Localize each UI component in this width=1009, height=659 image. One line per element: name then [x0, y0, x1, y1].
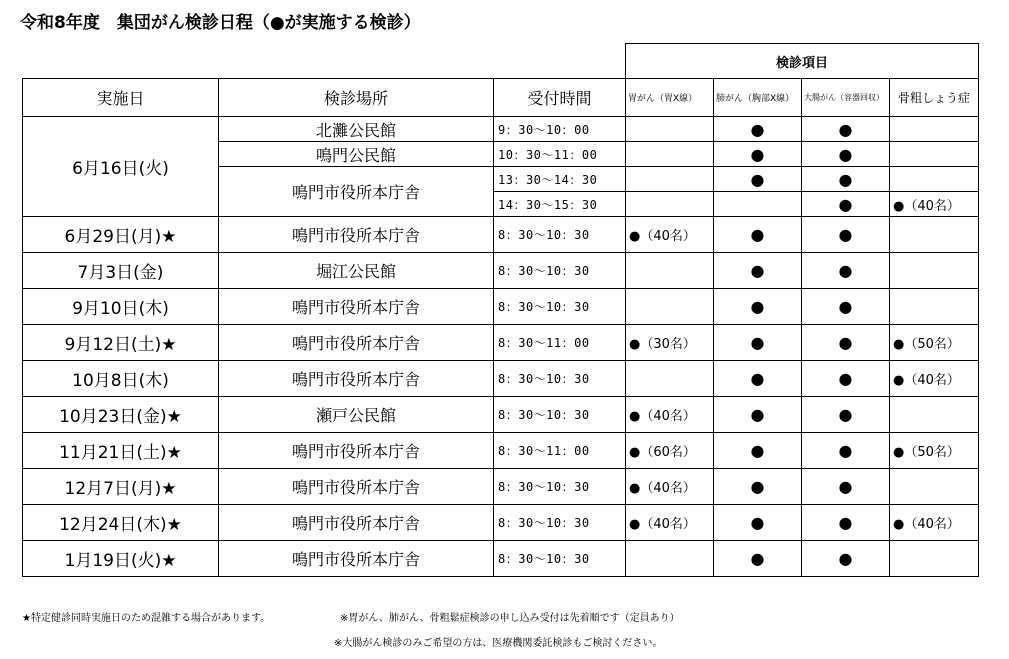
- stomach-cell: [626, 142, 714, 167]
- table-row: [23, 289, 979, 325]
- location-cell: 鳴門市役所本庁舎: [219, 289, 494, 325]
- colon-cell: ●: [802, 433, 890, 469]
- lung-cell: ●: [714, 469, 802, 505]
- colon-cell: ●: [802, 397, 890, 433]
- stomach-cell: [626, 361, 714, 397]
- location-cell: 鳴門市役所本庁舎: [219, 541, 494, 577]
- lung-cell: ●: [714, 433, 802, 469]
- date-cell: 10月8日(木): [23, 361, 219, 397]
- date-cell: 9月10日(木): [23, 289, 219, 325]
- table-row: [23, 217, 979, 253]
- time-cell: 8：30～10：30: [494, 289, 626, 325]
- stomach-cell: ●（30名）: [626, 325, 714, 361]
- table-row: [23, 505, 979, 541]
- stomach-cell: ●（40名）: [626, 397, 714, 433]
- lung-cell: ●: [714, 167, 802, 192]
- colon-cell: ●: [802, 192, 890, 217]
- stomach-cell: ●（60名）: [626, 433, 714, 469]
- table-row: [23, 541, 979, 577]
- header-colon: 大腸がん（容器回収）: [802, 79, 890, 117]
- time-cell: 8：30～10：30: [494, 505, 626, 541]
- time-cell: 8：30～10：30: [494, 217, 626, 253]
- stomach-cell: ●（40名）: [626, 217, 714, 253]
- group-header-row: [23, 44, 979, 79]
- time-cell: 8：30～10：30: [494, 469, 626, 505]
- bone-cell: ●（40名）: [890, 192, 979, 217]
- table-row: [23, 253, 979, 289]
- colon-cell: ●: [802, 505, 890, 541]
- time-cell: 13：30～14：30: [494, 167, 626, 192]
- time-cell: 8：30～10：30: [494, 397, 626, 433]
- stomach-cell: [626, 289, 714, 325]
- header-time: 受付時間: [494, 79, 626, 117]
- location-cell: 鳴門市役所本庁舎: [219, 433, 494, 469]
- location-cell: 瀬戸公民館: [219, 397, 494, 433]
- location-cell: 堀江公民館: [219, 253, 494, 289]
- footnote-colon-only: ※大腸がん検診のみご希望の方は、医療機関委託検診もご検討ください。: [334, 638, 663, 649]
- colon-cell: ●: [802, 167, 890, 192]
- stomach-cell: ●（40名）: [626, 469, 714, 505]
- location-cell: 北灘公民館: [219, 117, 494, 142]
- location-cell: 鳴門市役所本庁舎: [219, 325, 494, 361]
- colon-cell: ●: [802, 217, 890, 253]
- header-date: 実施日: [23, 79, 219, 117]
- lung-cell: [714, 192, 802, 217]
- lung-cell: ●: [714, 117, 802, 142]
- date-cell: 12月7日(月)★: [23, 469, 219, 505]
- stomach-cell: [626, 167, 714, 192]
- location-cell: 鳴門公民館: [219, 142, 494, 167]
- date-cell: 1月19日(火)★: [23, 541, 219, 577]
- stomach-cell: ●（40名）: [626, 505, 714, 541]
- bone-cell: ●（50名）: [890, 325, 979, 361]
- colon-cell: ●: [802, 541, 890, 577]
- date-cell: 6月29日(月)★: [23, 217, 219, 253]
- time-cell: 8：30～11：00: [494, 433, 626, 469]
- stomach-cell: [626, 117, 714, 142]
- date-cell: 10月23日(金)★: [23, 397, 219, 433]
- lung-cell: ●: [714, 217, 802, 253]
- lung-cell: ●: [714, 505, 802, 541]
- bone-cell: [890, 167, 979, 192]
- bone-cell: [890, 289, 979, 325]
- bone-cell: [890, 142, 979, 167]
- date-cell: 11月21日(土)★: [23, 433, 219, 469]
- bone-cell: [890, 217, 979, 253]
- time-cell: 8：30～11：00: [494, 325, 626, 361]
- location-cell: 鳴門市役所本庁舎: [219, 361, 494, 397]
- page-title: 令和8年度 集団がん検診日程（●が実施する検診）: [20, 13, 421, 33]
- table-row: [23, 397, 979, 433]
- header-bone: 骨粗しょう症: [890, 79, 979, 117]
- schedule-table: [22, 43, 979, 577]
- colon-cell: ●: [802, 253, 890, 289]
- stomach-cell: [626, 253, 714, 289]
- time-cell: 14：30～15：30: [494, 192, 626, 217]
- colon-cell: ●: [802, 361, 890, 397]
- colon-cell: ●: [802, 325, 890, 361]
- location-cell: 鳴門市役所本庁舎: [219, 217, 494, 253]
- bone-cell: [890, 397, 979, 433]
- lung-cell: ●: [714, 142, 802, 167]
- table-row: [23, 117, 979, 142]
- column-header-row: [23, 79, 979, 117]
- lung-cell: ●: [714, 397, 802, 433]
- table-row: [23, 469, 979, 505]
- header-location: 検診場所: [219, 79, 494, 117]
- time-cell: 8：30～10：30: [494, 253, 626, 289]
- date-cell: 9月12日(土)★: [23, 325, 219, 361]
- table-row: [23, 433, 979, 469]
- bone-cell: ●（40名）: [890, 361, 979, 397]
- lung-cell: ●: [714, 289, 802, 325]
- header-lung: 肺がん（胸部X線）: [714, 79, 802, 117]
- stomach-cell: [626, 192, 714, 217]
- location-cell: 鳴門市役所本庁舎: [219, 469, 494, 505]
- time-cell: 10：30～11：00: [494, 142, 626, 167]
- date-cell: 7月3日(金): [23, 253, 219, 289]
- colon-cell: ●: [802, 142, 890, 167]
- header-stomach: 胃がん（胃X線）: [626, 79, 714, 117]
- location-cell: 鳴門市役所本庁舎: [219, 167, 494, 217]
- stomach-cell: [626, 541, 714, 577]
- table-row: [23, 325, 979, 361]
- bone-cell: [890, 469, 979, 505]
- lung-cell: ●: [714, 253, 802, 289]
- bone-cell: [890, 117, 979, 142]
- date-cell: 6月16日(火): [23, 117, 219, 217]
- lung-cell: ●: [714, 361, 802, 397]
- colon-cell: ●: [802, 469, 890, 505]
- lung-cell: ●: [714, 325, 802, 361]
- time-cell: 8：30～10：30: [494, 361, 626, 397]
- date-cell: 12月24日(木)★: [23, 505, 219, 541]
- location-cell: 鳴門市役所本庁舎: [219, 505, 494, 541]
- bone-cell: ●（40名）: [890, 505, 979, 541]
- table-row: [23, 361, 979, 397]
- colon-cell: ●: [802, 117, 890, 142]
- footnote-first-come: ※胃がん、肺がん、骨粗鬆症検診の申し込み受付は先着順です（定員あり）: [340, 613, 680, 624]
- lung-cell: ●: [714, 541, 802, 577]
- colon-cell: ●: [802, 289, 890, 325]
- time-cell: 9：30～10：00: [494, 117, 626, 142]
- bone-cell: [890, 253, 979, 289]
- footnote-crowding: ★特定健診同時実施日のため混雑する場合があります。: [22, 613, 271, 624]
- bone-cell: ●（50名）: [890, 433, 979, 469]
- group-header: 検診項目: [626, 44, 979, 79]
- bone-cell: [890, 541, 979, 577]
- time-cell: 8：30～10：30: [494, 541, 626, 577]
